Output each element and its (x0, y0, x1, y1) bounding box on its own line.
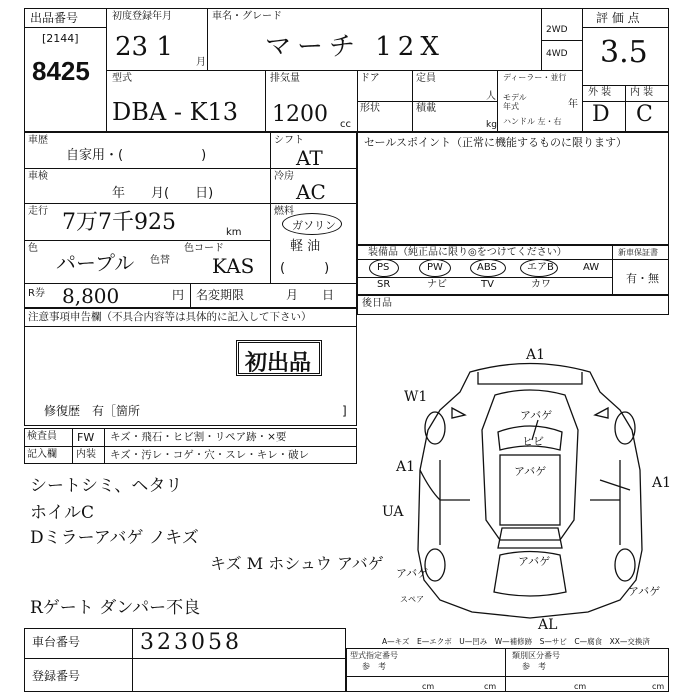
handwritten-note-1: シートシミ、ヘタリ (30, 476, 183, 496)
legend: A—キズ E—エクボ U—凹み W—補修跡 S—サビ C—腐食 XX—交換済 (382, 637, 650, 646)
mileage-label: 走行 (28, 206, 48, 217)
capacity-label: 定員 (416, 73, 436, 84)
equip-navi: ナビ (427, 279, 447, 290)
inspector-row1-head: FW (77, 431, 95, 444)
mark-windshield: ヒビ (522, 435, 544, 448)
color-code-label: 色コード (184, 243, 224, 254)
dealer-label: ディーラー・並行 (503, 73, 567, 82)
equip-airbag: エアB (527, 262, 554, 273)
recycle-label: R券 (28, 288, 45, 299)
mark-w: W1 (404, 389, 428, 405)
car-name-label: 車名・グレード (212, 11, 282, 22)
repair-label: 修復歴 有［箇所 (44, 404, 141, 418)
mileage-unit: km (226, 227, 242, 238)
handwritten-note-4: キズ M ホシュウ アバゲ (210, 554, 384, 573)
after-sale-label: 後日品 (362, 298, 392, 309)
mark-a1-right: A1 (652, 475, 672, 491)
cm-1: cm (422, 682, 435, 691)
type-class-ref: 参 考 (522, 662, 546, 671)
mark-ua: UA (382, 504, 404, 520)
usage-label: 車歴 (28, 135, 48, 146)
color-code-value: KAS (212, 254, 255, 278)
capacity-unit: 人 (486, 91, 496, 102)
cm-3: cm (574, 682, 587, 691)
interior-value: C (636, 102, 653, 127)
shift-label: シフト (274, 135, 304, 146)
inspector-row1: キズ・飛石・ヒビ割・リペア跡・×要 (110, 431, 287, 443)
handle-label: ハンドル 左・右 (503, 117, 562, 126)
equip-tv: TV (481, 279, 494, 290)
door-label: ドア (360, 73, 380, 84)
fuel-diesel: 軽 油 (290, 239, 321, 254)
inspector-row2: キズ・汚レ・コゲ・穴・スレ・キレ・破レ (110, 449, 310, 461)
cm-2: cm (484, 682, 497, 691)
handwritten-note-3: Dミラーアバゲ ノキズ (30, 528, 199, 548)
mark-front-top: A1 (526, 347, 546, 363)
mileage-value: 7万7千925 (62, 210, 176, 235)
equip-aw: AW (583, 262, 600, 273)
car-name-value: マーチ 12X (265, 32, 445, 62)
first-reg-value: 23 1 (115, 32, 173, 62)
repair-close: ] (342, 404, 347, 418)
handwritten-note-5: Rゲート ダンパー不良 (30, 598, 201, 618)
mark-rear: アバゲ (518, 555, 551, 568)
displacement-value: 1200 (272, 102, 328, 127)
shape-label: 形状 (360, 103, 380, 114)
lot-number: 8425 (32, 56, 90, 86)
handwritten-note-2: ホイルC (30, 503, 95, 523)
ac-label: 冷房 (274, 171, 294, 182)
color-label: 色 (28, 243, 38, 254)
exterior-value: D (592, 102, 610, 127)
type-label: 型式 (112, 73, 132, 84)
inspection-value: 年 月( 日) (112, 186, 214, 201)
equip-ps: PS (377, 262, 390, 273)
equip-abs: ABS (477, 262, 497, 273)
drive-2wd: 2WD (546, 25, 568, 35)
ac-value: AC (296, 180, 326, 204)
first-reg-label: 初度登録年月 (112, 11, 172, 22)
color-value: パープル (56, 251, 135, 275)
equip-pw: PW (427, 262, 443, 273)
name-change-value: 月 日 (286, 288, 335, 302)
warranty-value: 有・無 (626, 272, 659, 285)
model-year-label: モデル年式 (503, 93, 527, 111)
recycle-unit: 円 (172, 288, 185, 302)
type-class-label: 類別区分番号 (512, 651, 560, 660)
first-listing-stamp-text: 初出品 (245, 350, 312, 376)
equip-sr: SR (377, 279, 391, 290)
equip-leather: カワ (531, 279, 551, 290)
chassis-value: 323058 (140, 630, 242, 655)
inspector-label-2: 記入欄 (27, 449, 57, 460)
mark-rear-left: アバゲ (396, 567, 429, 580)
load-unit: kg (486, 120, 497, 130)
lot-code: [2144] (42, 32, 79, 45)
score-value: 3.5 (600, 35, 648, 70)
mark-a1-left: A1 (396, 459, 416, 475)
lot-label: 出品番号 (30, 11, 79, 25)
displacement-label: 排気量 (270, 73, 300, 84)
cm-4: cm (652, 682, 665, 691)
drive-4wd: 4WD (546, 49, 568, 59)
fuel-gas: ガソリン (292, 219, 336, 232)
interior-label: 内 装 (630, 87, 654, 98)
first-reg-unit: 月 (196, 57, 206, 68)
recycle-value: 8,800 (62, 284, 120, 308)
equipment-label: 装備品（純正品に限り◎をつけてください） (368, 247, 567, 258)
fuel-other: ( ) (280, 261, 330, 276)
color-change-label: 色替 (150, 255, 170, 266)
inspection-label: 車検 (28, 171, 48, 182)
chassis-label: 車台番号 (32, 635, 81, 649)
warranty-label: 新車保証書 (618, 248, 658, 257)
exterior-label: 外 装 (588, 87, 612, 98)
mark-hood: アバゲ (520, 409, 553, 422)
name-change-label: 名変期限 (196, 288, 245, 302)
inspector-label-1: 検査員 (27, 431, 57, 442)
reg-label: 登録番号 (32, 669, 81, 683)
type-value: DBA - K13 (112, 98, 239, 126)
fuel-label: 燃料 (274, 206, 294, 217)
mark-roof: アバゲ (514, 465, 547, 478)
model-cert-ref: 参 考 (362, 662, 386, 671)
notes-label: 注意事項申告欄（不具合内容等は具体的に記入して下さい） (28, 311, 312, 323)
mark-spare: スペア (400, 595, 424, 604)
load-label: 積載 (416, 103, 436, 114)
model-cert-label: 型式指定番号 (350, 651, 398, 660)
inspector-row2-head: 内装 (76, 449, 96, 460)
mark-rear-right: アバゲ (628, 585, 661, 598)
year-unit: 年 (568, 99, 578, 110)
shift-value: AT (296, 146, 323, 170)
sales-point-label: セールスポイント（正常に機能するものに限ります） (364, 136, 628, 149)
score-label: 評 価 点 (596, 11, 640, 25)
displacement-unit: cc (340, 119, 351, 130)
usage-value: 自家用・( ) (66, 148, 207, 163)
mark-bottom: AL (538, 617, 558, 633)
